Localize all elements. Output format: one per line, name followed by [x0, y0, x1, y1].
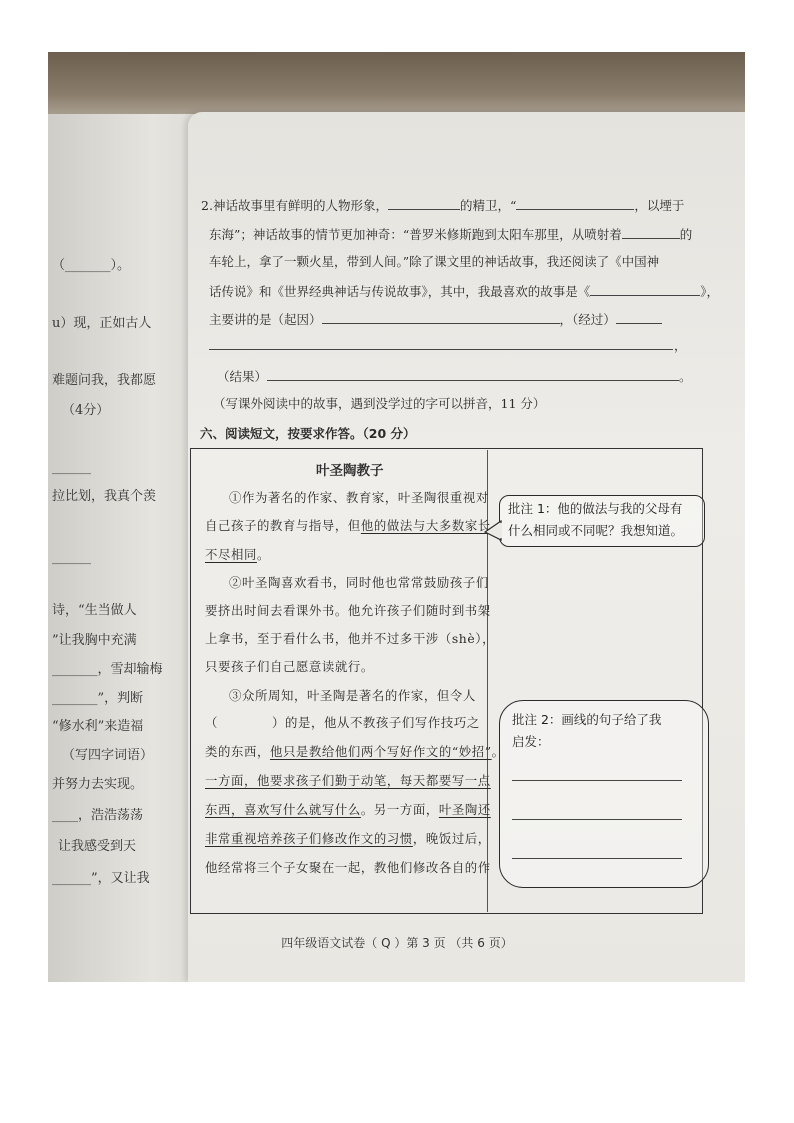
passage-line: 非常重视培养孩子们修改作文的习惯，晚饭过后， [205, 831, 491, 846]
passage-line: 类的东西，他只是教给他们两个写好作文的“妙招”。 [205, 744, 505, 759]
passage-line: （ ）的是，他从不教孩子们写作技巧之 [205, 715, 480, 730]
left-line: ”让我胸中充满 [52, 633, 137, 648]
left-line: _______，雪却输梅 [52, 662, 163, 677]
q2-note: （写课外阅读中的故事，遇到没学过的字可以拼音，11 分） [213, 396, 546, 411]
passage-line: 只要孩子们自己愿意读就行。 [205, 659, 374, 674]
left-line: ______ [52, 460, 91, 475]
annotation-1-line1: 批注 1：他的做法与我的父母有 [508, 501, 683, 516]
left-line: 诗，“生当做人 [52, 603, 137, 618]
annotation-2-writing-line[interactable] [512, 780, 682, 781]
left-line: “修水利”来造福 [52, 719, 144, 734]
passage-line: ③众所周知，叶圣陶是著名的作家，但令人 [229, 688, 476, 703]
left-line: ____，浩浩荡荡 [52, 808, 144, 823]
annotation-2-writing-line[interactable] [512, 858, 682, 859]
q2-line-2: 东海”；神话故事的情节更加神奇：“普罗米修斯跑到太阳车那里，从喷射着 的 [209, 224, 692, 243]
annotation-1 [499, 495, 705, 547]
passage-title: 叶圣陶教子 [316, 463, 384, 479]
q2-line-1: 2.神话故事里有鲜明的人物形象， 的精卫，“ ，以堙于 [201, 195, 684, 214]
passage-line: 他经常将三个子女聚在一起，教他们修改各自的作 [205, 860, 491, 875]
annotation-1-line2: 什么相同或不同呢？我想知道。 [508, 523, 684, 538]
q2-line-4: 话传说》和《世界经典神话与传说故事》，其中，我最喜欢的故事是《 》， [209, 281, 719, 300]
process-answer-line[interactable] [209, 349, 673, 350]
q2-line-5: 主要讲的是（起因） ，（经过） [209, 309, 662, 328]
q2-line-7: （结果） 。 [217, 366, 692, 385]
left-line: （4分） [62, 403, 110, 418]
annotation-2-line1: 批注 2：画线的句子给了我 [512, 712, 662, 727]
left-line: _______”，判断 [52, 691, 144, 706]
page-footer: 四年级语文试卷（ Q ）第 3 页 （共 6 页） [281, 936, 513, 950]
passage-line: 不尽相同。 [205, 547, 270, 562]
q2-line-3: 车轮上，拿了一颗火星，带到人间。”除了课文里的神话故事，我还阅读了《中国神 [209, 254, 660, 269]
annotation-2-writing-line[interactable] [512, 819, 682, 820]
answer-blank[interactable] [622, 224, 680, 239]
process-blank[interactable] [616, 309, 662, 324]
passage-line: ①作为著名的作家、教育家，叶圣陶很重视对 [229, 490, 489, 505]
annotation-2-line2: 启发： [512, 734, 550, 749]
favorite-story-blank[interactable] [590, 281, 700, 296]
annotation-2 [499, 700, 709, 888]
passage-line: 东西，喜欢写什么就写什么。另一方面，叶圣陶还 [205, 802, 491, 817]
q2-line-6-end: ， [674, 338, 687, 353]
passage-line: 上拿书，至于看什么书，他并不过多干涉（shè）， [205, 631, 496, 646]
left-line: 让我感受到天 [58, 839, 137, 854]
result-blank[interactable] [267, 366, 679, 381]
left-line: u）现，正如古人 [52, 316, 152, 331]
left-line: 难题问我，我都愿 [52, 373, 157, 388]
left-line: 拉比划，我真个羡 [52, 489, 157, 504]
cause-blank[interactable] [322, 309, 560, 324]
passage-line: 一方面，他要求孩子们勤于动笔，每天都要写一点 [205, 773, 491, 788]
section-6-title: 六、阅读短文，按要求作答。（20 分） [200, 426, 416, 441]
annotation-1-pointer [484, 520, 502, 542]
passage-line: 要挤出时间去看课外书。他允许孩子们随时到书架 [205, 603, 491, 618]
answer-blank[interactable] [388, 195, 460, 210]
word-blank[interactable] [218, 713, 272, 727]
left-line: ______”，又让我 [52, 871, 150, 886]
left-line: ______ [52, 550, 91, 565]
left-line: 并努力去实现。 [52, 777, 144, 792]
left-line: （_______）。 [52, 258, 131, 273]
answer-blank[interactable] [516, 195, 634, 210]
passage-line: 自己孩子的教育与指导，但他的做法与大多数家长 [205, 518, 491, 533]
passage-line: ②叶圣陶喜欢看书，同时他也常常鼓励孩子们 [229, 575, 489, 590]
left-line: （写四字词语） [62, 748, 154, 763]
